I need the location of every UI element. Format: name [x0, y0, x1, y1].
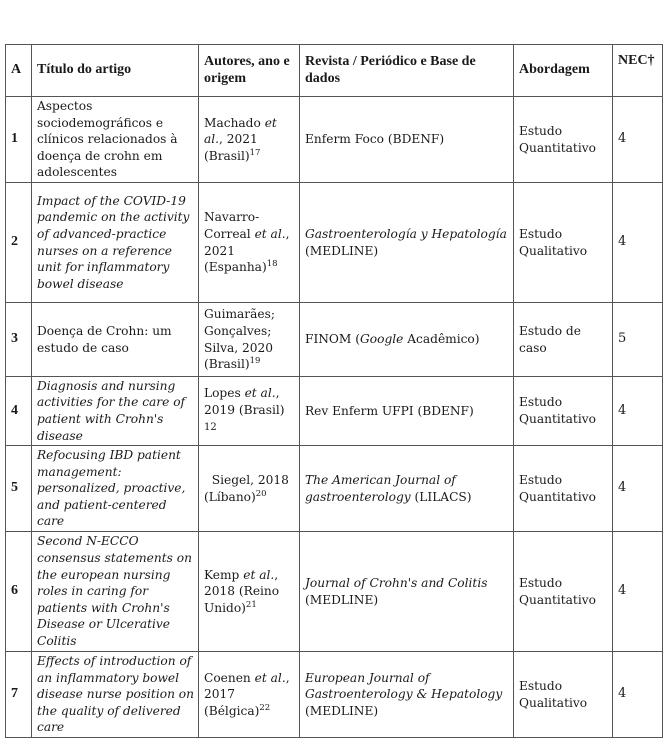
article-nec: 4 [613, 652, 663, 738]
article-journal: Journal of Crohn's and Colitis (MEDLINE) [300, 532, 514, 652]
article-authors: Coenen et al., 2017 (Bélgica)$^{22}$ [199, 652, 300, 738]
article-nec: 4 [613, 377, 663, 446]
article-approach: Estudo Qualitativo [514, 652, 613, 738]
reference-number: 19 [249, 356, 261, 367]
row-number: 5 [6, 446, 32, 532]
article-authors: Machado et al., 2021 (Brasil)$^{17}$ [199, 97, 300, 183]
header-journal: Revista / Periódico e Base de dados [300, 45, 514, 97]
reference-number: 21 [245, 599, 257, 610]
row-number: 1 [6, 97, 32, 183]
table-row [6, 183, 663, 303]
reference-number: 12 [204, 422, 217, 434]
article-approach: Estudo de caso [514, 303, 613, 377]
reference-number: 18 [266, 259, 278, 270]
header-authors: Autores, ano e origem [199, 45, 300, 97]
article-nec: 4 [613, 532, 663, 652]
row-number: 4 [6, 377, 32, 446]
header-a: A [6, 45, 32, 97]
article-nec: 4 [613, 183, 663, 303]
article-approach: Estudo Qualitativo [514, 183, 613, 303]
article-journal: Enferm Foco (BDENF) [300, 97, 514, 183]
article-authors: Siegel, 2018 (Líbano)$^{20}$ [199, 446, 300, 532]
table-row [6, 97, 663, 183]
article-title: Diagnosis and nursing activities for the care of patient with Crohn's disease [32, 377, 199, 446]
article-journal: Rev Enferm UFPI (BDENF) [300, 377, 514, 446]
article-journal: The American Journal of gastroenterology (LILACS) [300, 446, 514, 532]
table-row [6, 303, 663, 377]
articles-table [5, 44, 663, 738]
table-row [6, 446, 663, 532]
header-approach: Abordagem [514, 45, 613, 97]
article-title: Second N-ECCO consensus statements on the european nursing roles in caring for patients with Crohn's Disease or Ulcerative Colitis [32, 532, 199, 652]
row-number: 7 [6, 652, 32, 738]
header-row [6, 45, 663, 97]
article-nec: 5 [613, 303, 663, 377]
row-number: 6 [6, 532, 32, 652]
article-authors: Kemp et al., 2018 (Reino Unido)$^{21}$ [199, 532, 300, 652]
article-title: Effects of introduction of an inflammatory bowel disease nurse position on the quality of delivered care [32, 652, 199, 738]
row-number: 2 [6, 183, 32, 303]
header-nec: NEC† [613, 45, 663, 97]
row-number: 3 [6, 303, 32, 377]
article-authors: Lopes et al., 2019 (Brasil) 12 [199, 377, 300, 446]
table-row [6, 377, 663, 446]
reference-number: 17 [249, 147, 261, 158]
article-journal: FINOM (Google Acadêmico) [300, 303, 514, 377]
article-journal: European Journal of Gastroenterology & Hepatology (MEDLINE) [300, 652, 514, 738]
article-journal: Gastroenterología y Hepatología (MEDLINE) [300, 183, 514, 303]
article-nec: 4 [613, 97, 663, 183]
article-approach: Estudo Quantitativo [514, 532, 613, 652]
table-row [6, 532, 663, 652]
article-title: Aspectos sociodemográficos e clínicos relacionados à doença de crohn em adolescentes [32, 97, 199, 183]
header-title: Título do artigo [32, 45, 199, 97]
article-title: Doença de Crohn: um estudo de caso [32, 303, 199, 377]
article-title: Refocusing IBD patient management: personalized, proactive, and patient-centered care [32, 446, 199, 532]
article-authors: Navarro-Correal et al., 2021 (Espanha)$^{18}$ [199, 183, 300, 303]
table-row [6, 652, 663, 738]
article-approach: Estudo Quantitativo [514, 446, 613, 532]
article-approach: Estudo Quantitativo [514, 377, 613, 446]
article-approach: Estudo Quantitativo [514, 97, 613, 183]
reference-number: 22 [259, 702, 271, 713]
article-authors: Guimarães; Gonçalves; Silva, 2020 (Brasil)$^{19}$ [199, 303, 300, 377]
reference-number: 20 [255, 488, 267, 499]
article-title: Impact of the COVID-19 pandemic on the activity of advanced-practice nurses on a reference unit for inflammatory bowel disease [32, 183, 199, 303]
article-nec: 4 [613, 446, 663, 532]
